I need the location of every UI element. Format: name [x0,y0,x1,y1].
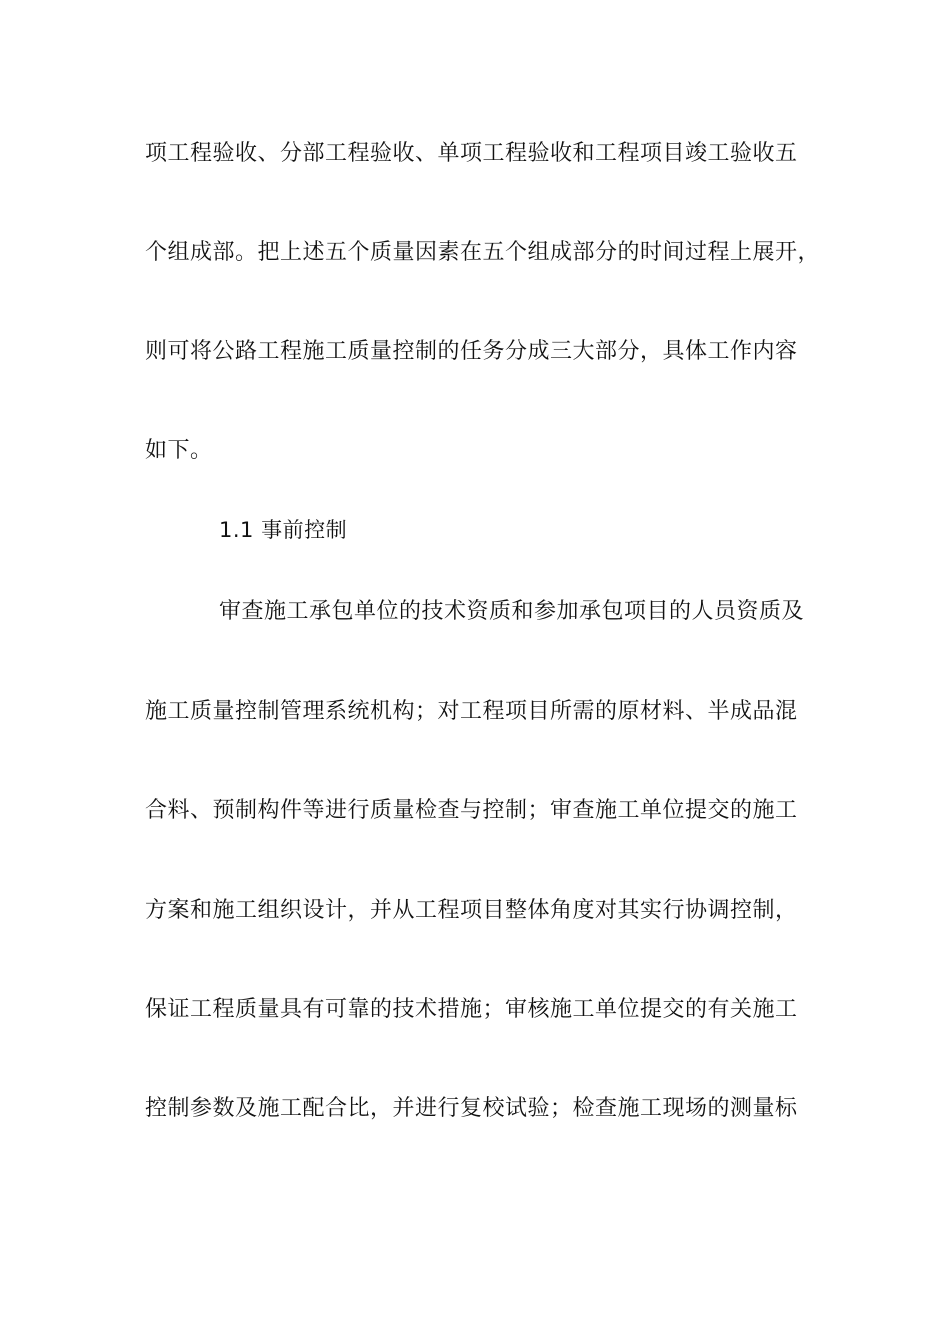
text-line: 保证工程质量具有可靠的技术措施；审核施工单位提交的有关施工 [145,997,798,1022]
text-line: 合料、预制构件等进行质量检查与控制；审查施工单位提交的施工 [145,798,798,823]
section-heading: 1.1 事前控制 [219,518,348,542]
text-line: 方案和施工组织设计，并从工程项目整体角度对其实行协调控制， [145,898,798,923]
text-line: 个组成部。把上述五个质量因素在五个组成部分的时间过程上展开， [145,240,821,265]
text-line: 则可将公路工程施工质量控制的任务分成三大部分，具体工作内容 [145,339,798,364]
text-line: 如下。 [145,438,213,463]
text-line: 审查施工承包单位的技术资质和参加承包项目的人员资质及 [219,599,805,624]
text-line: 控制参数及施工配合比，并进行复校试验；检查施工现场的测量标 [145,1096,798,1121]
text-line: 施工质量控制管理系统机构；对工程项目所需的原材料、半成品混 [145,699,798,724]
text-line: 项工程验收、分部工程验收、单项工程验收和工程项目竣工验收五 [145,141,798,166]
